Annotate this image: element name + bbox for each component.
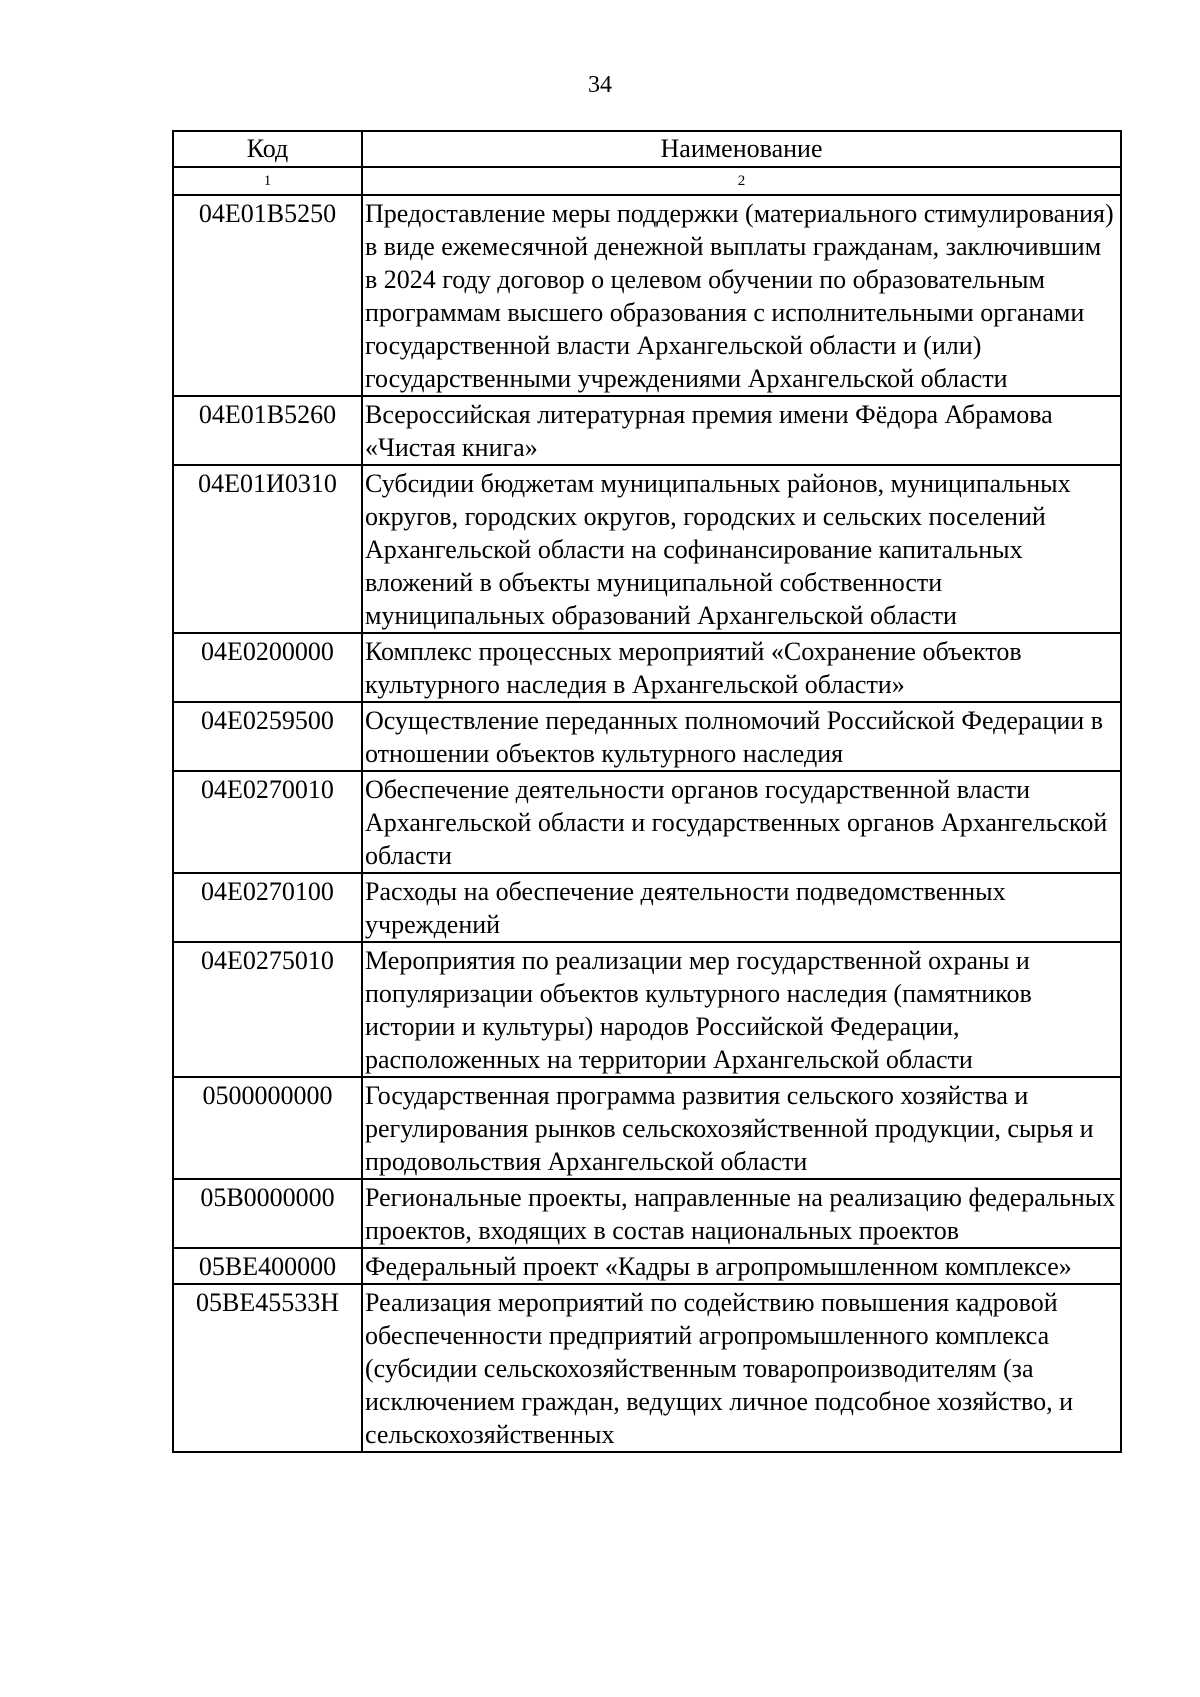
table-row [173, 1077, 1121, 1179]
row-name: Обеспечение деятельности органов государственной власти Архангельской области и государственных органов Архангельской области [362, 771, 1121, 873]
table-row [173, 771, 1121, 873]
row-name: Всероссийская литературная премия имени Фёдора Абрамова «Чистая книга» [362, 396, 1121, 465]
table-row [173, 702, 1121, 771]
row-code: 04Е0200000 [173, 633, 362, 702]
table-row [173, 195, 1121, 396]
row-name: Мероприятия по реализации мер государственной охраны и популяризации объектов культурного наследия (памятников истории и культуры) народов Российской Федерации, расположенных на территории Архангельской области [362, 942, 1121, 1077]
table-row [173, 633, 1121, 702]
header-row [173, 131, 1121, 167]
row-code: 04Е0275010 [173, 942, 362, 1077]
table-row [173, 1248, 1121, 1284]
row-code: 05В0000000 [173, 1179, 362, 1248]
row-code: 04Е01В5250 [173, 195, 362, 396]
row-code: 05ВЕ45533Н [173, 1284, 362, 1452]
row-code: 04Е0270100 [173, 873, 362, 942]
table-body [173, 195, 1121, 1452]
row-name: Субсидии бюджетам муниципальных районов, муниципальных округов, городских округов, городских и сельских поселений Архангельской области на софинансирование капитальных вложений в объекты муниципальной собственности муниципальных образований Архангельской области [362, 465, 1121, 633]
row-code: 04Е01И0310 [173, 465, 362, 633]
row-code: 05ВЕ400000 [173, 1248, 362, 1284]
page-number: 34 [588, 72, 612, 98]
row-name: Федеральный проект «Кадры в агропромышленном комплексе» [362, 1248, 1121, 1284]
column-numbering-row [173, 167, 1121, 195]
row-name: Расходы на обеспечение деятельности подведомственных учреждений [362, 873, 1121, 942]
row-code: 0500000000 [173, 1077, 362, 1179]
row-name: Государственная программа развития сельского хозяйства и регулирования рынков сельскохозяйственной продукции, сырья и продовольствия Архангельской области [362, 1077, 1121, 1179]
table-header [173, 131, 1121, 195]
table-row [173, 873, 1121, 942]
name-column-number: 2 [362, 167, 1121, 195]
row-code: 04Е0270010 [173, 771, 362, 873]
row-name: Реализация мероприятий по содействию повышения кадровой обеспеченности предприятий агропромышленного комплекса (субсидии сельскохозяйственным товаропроизводителям (за исключением граждан, ведущих личное подсобное хозяйство, и сельскохозяйственных [362, 1284, 1121, 1452]
table-row [173, 942, 1121, 1077]
row-name: Предоставление меры поддержки (материального стимулирования) в виде ежемесячной денежной выплаты гражданам, заключившим в 2024 году договор о целевом обучении по образовательным программам высшего образования с исполнительными органами государственной власти Архангельской области и (или) государственными учреждениями Архангельской области [362, 195, 1121, 396]
row-name: Региональные проекты, направленные на реализацию федеральных проектов, входящих в состав национальных проектов [362, 1179, 1121, 1248]
row-name: Осуществление переданных полномочий Российской Федерации в отношении объектов культурного наследия [362, 702, 1121, 771]
code-column-number: 1 [173, 167, 362, 195]
row-code: 04Е0259500 [173, 702, 362, 771]
budget-classification-table [172, 130, 1122, 1453]
row-name: Комплекс процессных мероприятий «Сохранение объектов культурного наследия в Архангельской области» [362, 633, 1121, 702]
table-row [173, 396, 1121, 465]
table-row [173, 465, 1121, 633]
table-row [173, 1284, 1121, 1452]
row-code: 04Е01В5260 [173, 396, 362, 465]
name-column-header: Наименование [362, 131, 1121, 167]
code-column-header: Код [173, 131, 362, 167]
table-row [173, 1179, 1121, 1248]
